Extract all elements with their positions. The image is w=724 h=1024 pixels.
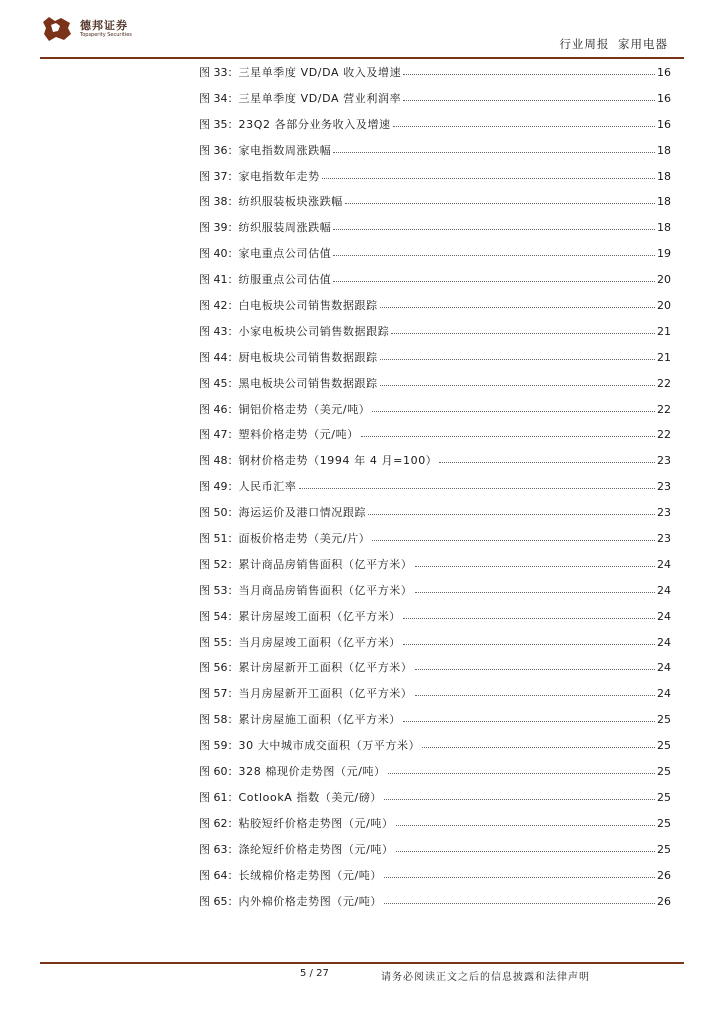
figure-title: 塑料价格走势（元/吨） bbox=[238, 428, 359, 442]
page-reference: 26 bbox=[657, 868, 671, 882]
toc-entry[interactable] bbox=[199, 245, 671, 271]
page-reference: 26 bbox=[657, 894, 671, 908]
figure-title: 黑电板块公司销售数据跟踪 bbox=[238, 376, 378, 390]
toc-entry[interactable] bbox=[199, 789, 671, 815]
toc-entry[interactable] bbox=[199, 737, 671, 763]
dot-leader bbox=[372, 540, 655, 541]
toc-entry[interactable] bbox=[199, 64, 671, 90]
figure-number: 图 57： bbox=[199, 687, 239, 701]
figure-number: 图 42： bbox=[199, 299, 239, 313]
toc-entry[interactable] bbox=[199, 867, 671, 893]
dot-leader bbox=[391, 333, 655, 334]
logo-chinese-name: 德邦证券 bbox=[80, 19, 128, 32]
figure-title: 30 大中城市成交面积（万平方米） bbox=[238, 739, 421, 753]
figure-title: 纺织服装板块涨跌幅 bbox=[238, 195, 343, 209]
figure-number: 图 49： bbox=[199, 480, 239, 494]
figure-number: 图 48： bbox=[199, 454, 239, 468]
toc-entry[interactable] bbox=[199, 530, 671, 556]
toc-entry[interactable] bbox=[199, 349, 671, 375]
figure-title: 纺织服装周涨跌幅 bbox=[238, 221, 332, 235]
dot-leader bbox=[403, 644, 655, 645]
dot-leader bbox=[345, 203, 655, 204]
toc-entry[interactable] bbox=[199, 116, 671, 142]
figure-title: 家电指数年走势 bbox=[238, 169, 320, 183]
figure-title: 白电板块公司销售数据跟踪 bbox=[238, 299, 378, 313]
dot-leader bbox=[380, 385, 655, 386]
dot-leader bbox=[372, 411, 655, 412]
figure-number: 图 52： bbox=[199, 557, 239, 571]
figure-number: 图 35： bbox=[199, 117, 239, 131]
figure-number: 图 39： bbox=[199, 221, 239, 235]
figure-number: 图 37： bbox=[199, 169, 239, 183]
figure-title: 23Q2 各部分业务收入及增速 bbox=[238, 117, 391, 131]
page-reference: 25 bbox=[657, 842, 671, 856]
dot-leader bbox=[403, 100, 655, 101]
page-reference: 22 bbox=[657, 376, 671, 390]
page-reference: 25 bbox=[657, 790, 671, 804]
toc-entry[interactable] bbox=[199, 452, 671, 478]
figure-number: 图 55： bbox=[199, 635, 239, 649]
figure-number: 图 36： bbox=[199, 143, 239, 157]
page-reference: 25 bbox=[657, 713, 671, 727]
toc-entry[interactable] bbox=[199, 685, 671, 711]
toc-entry[interactable] bbox=[199, 323, 671, 349]
dot-leader bbox=[380, 359, 655, 360]
figure-title: 328 棉现价走势图（元/吨） bbox=[238, 765, 386, 779]
figure-number: 图 40： bbox=[199, 247, 239, 261]
figure-number: 图 65： bbox=[199, 894, 239, 908]
dot-leader bbox=[388, 773, 655, 774]
figure-title: 当月房屋竣工面积（亿平方米） bbox=[238, 635, 401, 649]
figure-number: 图 61： bbox=[199, 790, 239, 804]
page-reference: 25 bbox=[657, 816, 671, 830]
figure-number: 图 51： bbox=[199, 532, 239, 546]
dot-leader bbox=[396, 851, 655, 852]
figure-number: 图 50： bbox=[199, 506, 239, 520]
toc-entry[interactable] bbox=[199, 297, 671, 323]
page-reference: 25 bbox=[657, 765, 671, 779]
page-reference: 24 bbox=[657, 635, 671, 649]
toc-entry[interactable] bbox=[199, 168, 671, 194]
dot-leader bbox=[422, 747, 655, 748]
page-reference: 16 bbox=[657, 91, 671, 105]
page-reference: 20 bbox=[657, 299, 671, 313]
figure-title: 累计商品房销售面积（亿平方米） bbox=[238, 557, 413, 571]
footer-divider bbox=[40, 962, 684, 964]
figure-title: 累计房屋新开工面积（亿平方米） bbox=[238, 661, 413, 675]
toc-entry[interactable] bbox=[199, 426, 671, 452]
figure-title: 家电指数周涨跌幅 bbox=[238, 143, 332, 157]
dot-leader bbox=[415, 669, 656, 670]
page-reference: 21 bbox=[657, 324, 671, 338]
page-reference: 23 bbox=[657, 532, 671, 546]
toc-entry[interactable] bbox=[199, 893, 671, 919]
figure-number: 图 38： bbox=[199, 195, 239, 209]
dot-leader bbox=[361, 436, 655, 437]
figure-title: 厨电板块公司销售数据跟踪 bbox=[238, 350, 378, 364]
dot-leader bbox=[384, 877, 655, 878]
page-reference: 21 bbox=[657, 350, 671, 364]
figure-title: 小家电板块公司销售数据跟踪 bbox=[238, 324, 390, 338]
page-reference: 24 bbox=[657, 583, 671, 597]
figure-title: 内外棉价格走势图（元/吨） bbox=[238, 894, 383, 908]
figure-number: 图 45： bbox=[199, 376, 239, 390]
figure-title: 铜铝价格走势（美元/吨） bbox=[238, 402, 371, 416]
figure-title: 人民币汇率 bbox=[238, 480, 297, 494]
dot-leader bbox=[333, 229, 655, 230]
page-reference: 18 bbox=[657, 143, 671, 157]
figure-title: 家电重点公司估值 bbox=[238, 247, 332, 261]
legal-disclaimer: 请务必阅读正文之后的信息披露和法律声明 bbox=[381, 972, 590, 983]
figure-number: 图 43： bbox=[199, 324, 239, 338]
toc-entry[interactable] bbox=[199, 401, 671, 427]
dot-leader bbox=[333, 281, 655, 282]
dot-leader bbox=[403, 74, 655, 75]
toc-entry[interactable] bbox=[199, 634, 671, 660]
figure-title: 纺服重点公司估值 bbox=[238, 273, 332, 287]
figure-number: 图 62： bbox=[199, 816, 239, 830]
page-reference: 23 bbox=[657, 480, 671, 494]
dot-leader bbox=[415, 566, 656, 567]
page-reference: 18 bbox=[657, 221, 671, 235]
figure-title: 涤纶短纤价格走势图（元/吨） bbox=[238, 842, 394, 856]
toc-entry[interactable] bbox=[199, 271, 671, 297]
dot-leader bbox=[380, 307, 655, 308]
dot-leader bbox=[439, 462, 655, 463]
figure-title: 长绒棉价格走势图（元/吨） bbox=[238, 868, 383, 882]
page-reference: 23 bbox=[657, 506, 671, 520]
figure-number: 图 64： bbox=[199, 868, 239, 882]
dot-leader bbox=[322, 178, 655, 179]
toc-entry[interactable] bbox=[199, 504, 671, 530]
dot-leader bbox=[403, 618, 655, 619]
dot-leader bbox=[393, 126, 655, 127]
figure-number: 图 46： bbox=[199, 402, 239, 416]
toc-entry[interactable] bbox=[199, 478, 671, 504]
report-type-label: 行业周报 家用电器 bbox=[559, 37, 668, 51]
toc-entry[interactable] bbox=[199, 763, 671, 789]
toc-entry[interactable] bbox=[199, 219, 671, 245]
logo-english-name: Topsperity Securities bbox=[80, 32, 132, 38]
toc-entry[interactable] bbox=[199, 582, 671, 608]
page-reference: 24 bbox=[657, 687, 671, 701]
page-reference: 24 bbox=[657, 661, 671, 675]
figure-number: 图 59： bbox=[199, 739, 239, 753]
page-reference: 18 bbox=[657, 169, 671, 183]
figure-title: 当月商品房销售面积（亿平方米） bbox=[238, 583, 413, 597]
toc-entry[interactable] bbox=[199, 375, 671, 401]
dot-leader bbox=[384, 903, 655, 904]
page-reference: 22 bbox=[657, 402, 671, 416]
figure-number: 图 33： bbox=[199, 66, 239, 79]
page-number: 5 / 27 bbox=[300, 968, 329, 979]
toc-entry[interactable] bbox=[199, 711, 671, 737]
page-reference: 19 bbox=[657, 247, 671, 261]
figure-title: 三星单季度 VD/DA 收入及增速 bbox=[238, 66, 402, 79]
figure-number: 图 34： bbox=[199, 91, 239, 105]
page-reference: 20 bbox=[657, 273, 671, 287]
figure-title: 当月房屋新开工面积（亿平方米） bbox=[238, 687, 413, 701]
toc-entry[interactable] bbox=[199, 815, 671, 841]
toc-entry[interactable] bbox=[199, 193, 671, 219]
toc-entry[interactable] bbox=[199, 659, 671, 685]
page-reference: 25 bbox=[657, 739, 671, 753]
figure-number: 图 41： bbox=[199, 273, 239, 287]
figure-number: 图 60： bbox=[199, 765, 239, 779]
page-reference: 18 bbox=[657, 195, 671, 209]
dot-leader bbox=[368, 514, 655, 515]
dot-leader bbox=[333, 255, 655, 256]
figure-number: 图 53： bbox=[199, 583, 239, 597]
figure-title: 三星单季度 VD/DA 营业利润率 bbox=[238, 91, 402, 105]
page-reference: 16 bbox=[657, 117, 671, 131]
figure-number: 图 58： bbox=[199, 713, 239, 727]
dot-leader bbox=[403, 721, 655, 722]
page-reference: 24 bbox=[657, 609, 671, 623]
dot-leader bbox=[299, 488, 656, 489]
figure-title: 海运运价及港口情况跟踪 bbox=[238, 506, 367, 520]
dot-leader bbox=[333, 152, 655, 153]
page-reference: 23 bbox=[657, 454, 671, 468]
figure-title: 面板价格走势（美元/片） bbox=[238, 532, 371, 546]
page-reference: 22 bbox=[657, 428, 671, 442]
figure-number: 图 63： bbox=[199, 842, 239, 856]
dot-leader bbox=[384, 799, 655, 800]
dot-leader bbox=[415, 695, 656, 696]
toc-entry[interactable] bbox=[199, 556, 671, 582]
header-divider bbox=[40, 57, 684, 59]
figure-title: 粘胶短纤价格走势图（元/吨） bbox=[238, 816, 394, 830]
figure-title: 钢材价格走势（1994 年 4 月=100） bbox=[238, 454, 438, 468]
figure-title: CotlookA 指数（美元/磅） bbox=[238, 790, 383, 804]
dot-leader bbox=[415, 592, 656, 593]
figure-number: 图 44： bbox=[199, 350, 239, 364]
bull-logo-icon bbox=[40, 14, 74, 44]
toc-entry[interactable] bbox=[199, 608, 671, 634]
figure-title: 累计房屋施工面积（亿平方米） bbox=[238, 713, 401, 727]
figure-title: 累计房屋竣工面积（亿平方米） bbox=[238, 609, 401, 623]
page-reference: 16 bbox=[657, 66, 671, 79]
toc-entry[interactable] bbox=[199, 841, 671, 867]
figure-number: 图 47： bbox=[199, 428, 239, 442]
toc-entry[interactable] bbox=[199, 142, 671, 168]
figure-list bbox=[199, 64, 671, 918]
toc-entry[interactable] bbox=[199, 90, 671, 116]
page-reference: 24 bbox=[657, 557, 671, 571]
company-logo bbox=[40, 14, 132, 44]
figure-number: 图 54： bbox=[199, 609, 239, 623]
figure-number: 图 56： bbox=[199, 661, 239, 675]
dot-leader bbox=[396, 825, 655, 826]
